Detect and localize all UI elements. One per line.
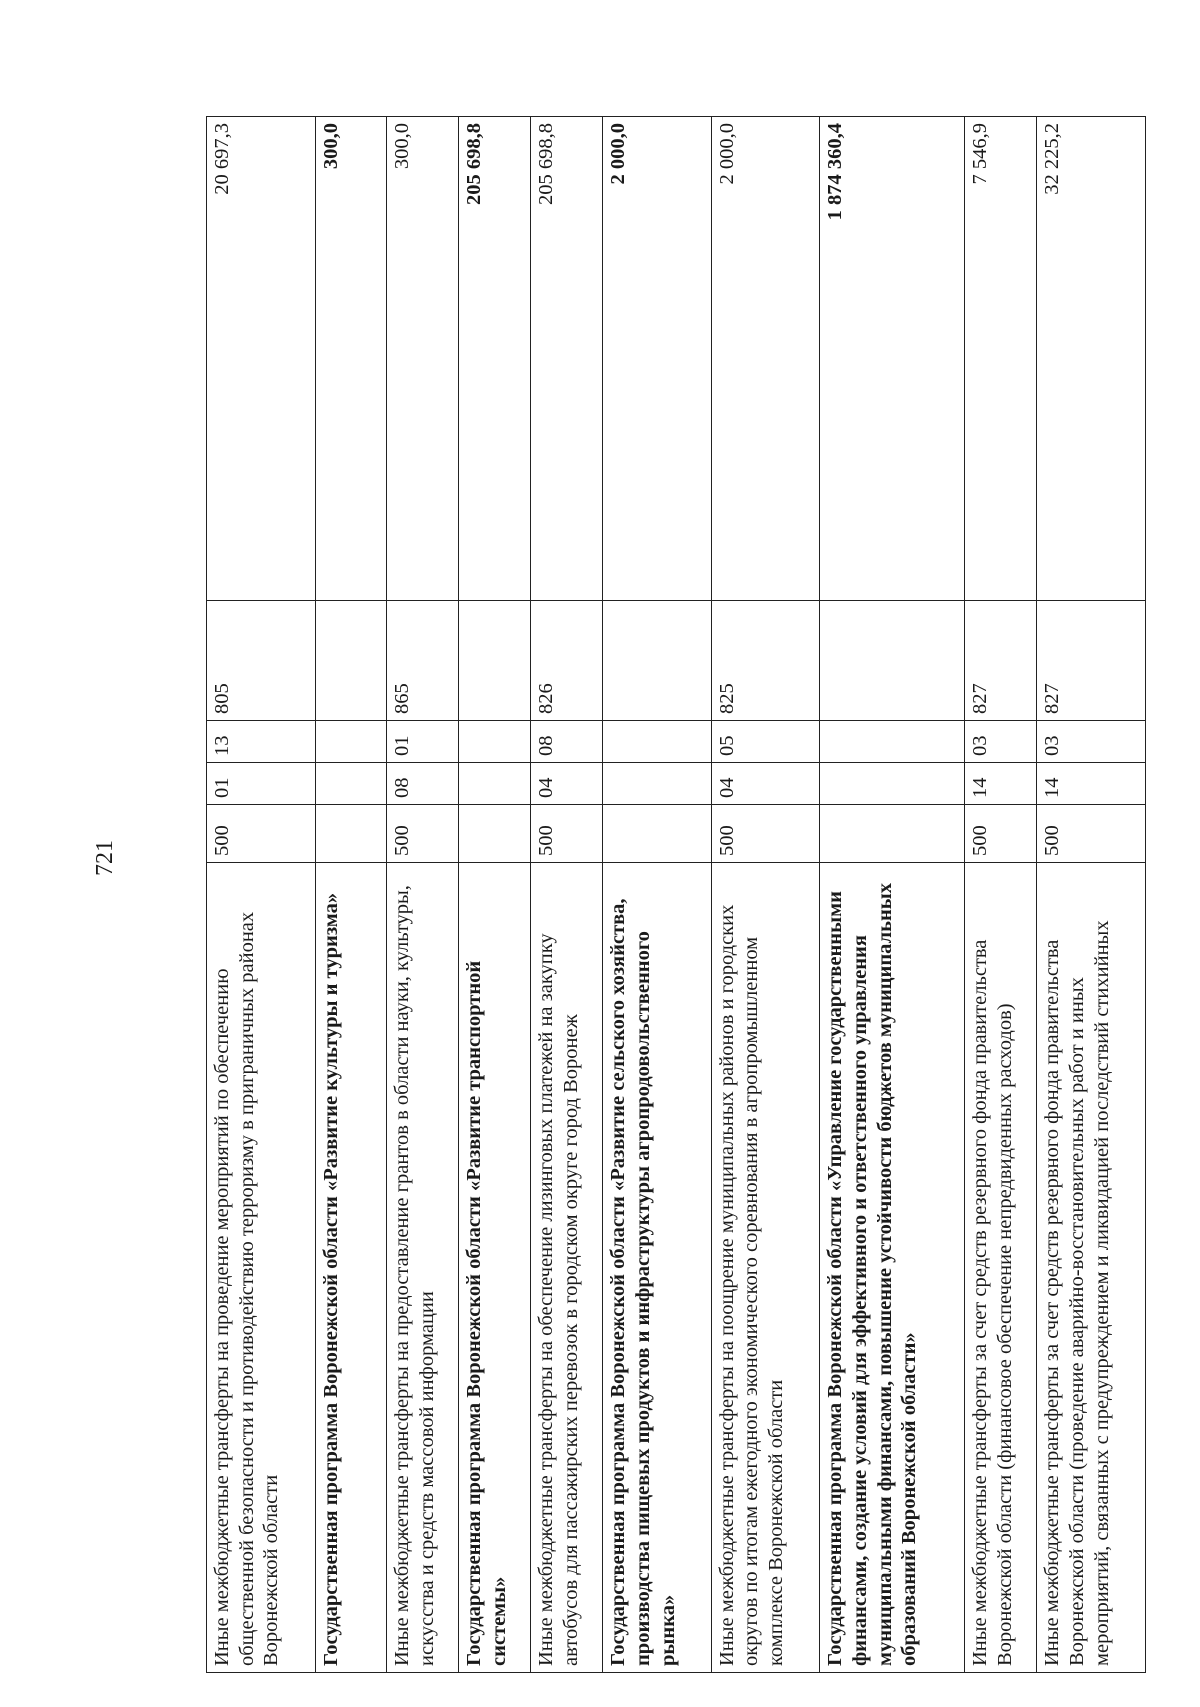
table-row <box>711 117 820 1673</box>
row-subsection-cell: 13 <box>207 721 316 763</box>
row-name-cell: Иные межбюджетные трансферты на поощрение муниципальных районов и городских округов по итогам ежегодного экономического соревнования в агропромышленном комплексе Воронежской области <box>711 863 820 1673</box>
row-amount-cell: 32 225,2 <box>1037 117 1146 601</box>
row-grbs-cell: 500 <box>1037 805 1146 863</box>
budget-table <box>206 116 1146 1673</box>
page-number: 721 <box>92 840 118 876</box>
row-section-cell <box>315 763 387 805</box>
row-expense-type-cell: 827 <box>965 601 1037 721</box>
row-subsection-cell: 01 <box>387 721 459 763</box>
row-section-cell: 01 <box>207 763 316 805</box>
row-expense-type-cell: 826 <box>531 601 603 721</box>
row-expense-type-cell <box>459 601 531 721</box>
row-section-cell: 14 <box>965 763 1037 805</box>
row-grbs-cell: 500 <box>207 805 316 863</box>
row-subsection-cell: 08 <box>531 721 603 763</box>
row-amount-cell: 205 698,8 <box>459 117 531 601</box>
row-name-cell: Иные межбюджетные трансферты на обеспечение лизинговых платежей на закупку автобусов для пассажирских перевозок в городском округе город Воронеж <box>531 863 603 1673</box>
row-grbs-cell <box>603 805 712 863</box>
row-amount-cell: 205 698,8 <box>531 117 603 601</box>
row-amount-cell: 1 874 360,4 <box>820 117 965 601</box>
row-name-cell: Иные межбюджетные трансферты за счет средств резервного фонда правительства Воронежской области (финансовое обеспечение непредвиденных расходов) <box>965 863 1037 1673</box>
row-grbs-cell <box>820 805 965 863</box>
row-name-cell: Государственная программа Воронежской области «Развитие культуры и туризма» <box>315 863 387 1673</box>
table-row <box>820 117 965 1673</box>
row-grbs-cell: 500 <box>387 805 459 863</box>
row-amount-cell: 7 546,9 <box>965 117 1037 601</box>
row-subsection-cell: 03 <box>1037 721 1146 763</box>
row-amount-cell: 2 000,0 <box>603 117 712 601</box>
row-section-cell: 08 <box>387 763 459 805</box>
row-expense-type-cell: 865 <box>387 601 459 721</box>
row-expense-type-cell <box>820 601 965 721</box>
row-section-cell <box>820 763 965 805</box>
table-row <box>1037 117 1146 1673</box>
table-row <box>207 117 316 1673</box>
table-row <box>387 117 459 1673</box>
row-amount-cell: 20 697,3 <box>207 117 316 601</box>
row-expense-type-cell: 825 <box>711 601 820 721</box>
row-grbs-cell: 500 <box>711 805 820 863</box>
row-subsection-cell <box>820 721 965 763</box>
table-row <box>459 117 531 1673</box>
row-amount-cell: 2 000,0 <box>711 117 820 601</box>
row-subsection-cell <box>459 721 531 763</box>
row-name-cell: Государственная программа Воронежской области «Развитие сельского хозяйства, производства пищевых продуктов и инфраструктуры агропродовольственного рынка» <box>603 863 712 1673</box>
row-amount-cell: 300,0 <box>315 117 387 601</box>
row-subsection-cell: 05 <box>711 721 820 763</box>
table-row <box>531 117 603 1673</box>
row-subsection-cell <box>603 721 712 763</box>
table-row <box>603 117 712 1673</box>
row-section-cell: 04 <box>531 763 603 805</box>
row-section-cell <box>603 763 712 805</box>
row-name-cell: Иные межбюджетные трансферты за счет средств резервного фонда правительства Воронежской области (проведение аварийно-восстановительных работ и иных мероприятий, связанных с предупреждением и ликвидацией последствий стихийных <box>1037 863 1146 1673</box>
table-row <box>315 117 387 1673</box>
row-amount-cell: 300,0 <box>387 117 459 601</box>
row-subsection-cell <box>315 721 387 763</box>
table-row <box>965 117 1037 1673</box>
row-grbs-cell: 500 <box>965 805 1037 863</box>
row-name-cell: Иные межбюджетные трансферты на предоставление грантов в области науки, культуры, искусства и средств массовой информации <box>387 863 459 1673</box>
row-grbs-cell <box>459 805 531 863</box>
row-expense-type-cell: 805 <box>207 601 316 721</box>
row-name-cell: Государственная программа Воронежской области «Управление государственными финансами, создание условий для эффективного и ответственного управления муниципальными финансами, повышение устойчивости бюджетов муниципальных образований Воронежской области» <box>820 863 965 1673</box>
row-name-cell: Иные межбюджетные трансферты на проведение мероприятий по обеспечению общественной безопасности и противодействию терроризму в приграничных районах Воронежской области <box>207 863 316 1673</box>
table-body <box>207 117 1146 1673</box>
row-section-cell: 14 <box>1037 763 1146 805</box>
row-expense-type-cell <box>315 601 387 721</box>
row-grbs-cell <box>315 805 387 863</box>
row-expense-type-cell: 827 <box>1037 601 1146 721</box>
rotated-page-content <box>206 117 1146 1673</box>
row-section-cell: 04 <box>711 763 820 805</box>
row-expense-type-cell <box>603 601 712 721</box>
row-name-cell: Государственная программа Воронежской области «Развитие транспортной системы» <box>459 863 531 1673</box>
row-subsection-cell: 03 <box>965 721 1037 763</box>
row-grbs-cell: 500 <box>531 805 603 863</box>
row-section-cell <box>459 763 531 805</box>
